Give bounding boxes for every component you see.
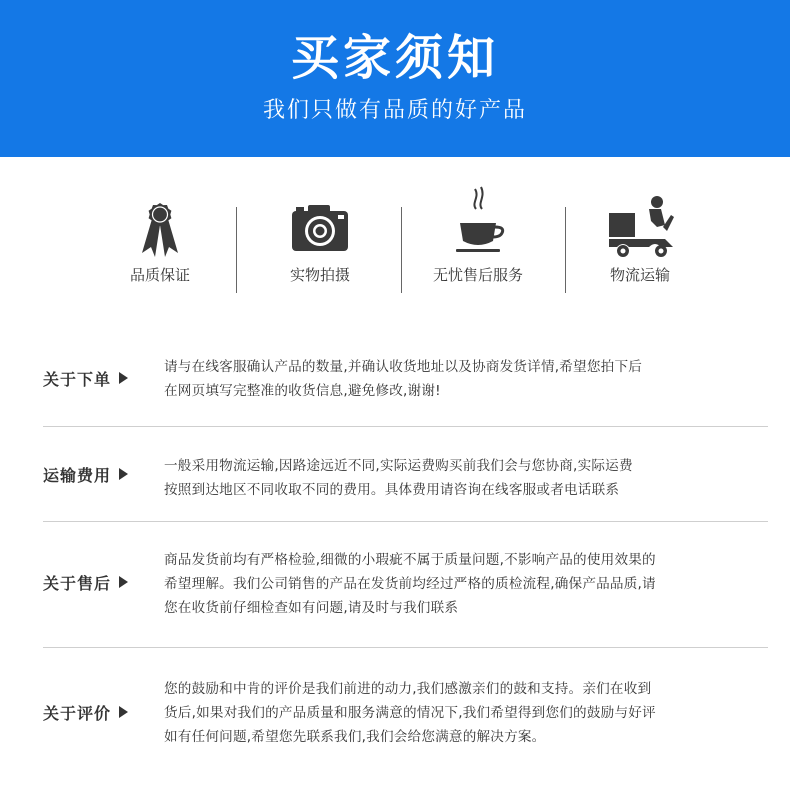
faq-answer: 商品发货前均有严格检验,细微的小瑕疵不属于质量问题,不影响产品的使用效果的 希望理解。我们公司销售的产品在发货前均经过严格的质检流程,确保产品品质,请 您在收货前仔细检查如有问题,请及时与我们联系 bbox=[164, 552, 656, 616]
faq-order bbox=[43, 355, 768, 405]
feature-label: 物流运输 bbox=[609, 266, 670, 284]
faq-question: 关于评价 bbox=[43, 702, 153, 726]
faq-shipping-fee bbox=[43, 454, 768, 504]
faq-question: 运输费用 bbox=[43, 464, 153, 488]
triangle-right-icon bbox=[119, 706, 128, 718]
faq-question: 关于下单 bbox=[43, 368, 153, 392]
feature-service bbox=[408, 175, 548, 305]
faq-divider bbox=[43, 521, 768, 522]
feature-quality bbox=[90, 175, 230, 305]
feature-photo bbox=[250, 175, 390, 305]
faq-divider bbox=[43, 647, 768, 648]
header-banner bbox=[0, 0, 790, 157]
faq-after-sales bbox=[43, 548, 768, 622]
feature-label: 品质保证 bbox=[129, 266, 190, 284]
feature-divider bbox=[565, 207, 566, 293]
feature-divider bbox=[236, 207, 237, 293]
faq-answer: 请与在线客服确认产品的数量,并确认收货地址以及协商发货详情,希望您拍下后 在网页填写完整准的收货信息,避免修改,谢谢! bbox=[164, 359, 643, 399]
faq-answer: 您的鼓励和中肯的评价是我们前进的动力,我们感激亲们的鼓和支持。亲们在收到 货后,如果对我们的产品质量和服务满意的情况下,我们希望得到您们的鼓励与好评 如有任何问题,希望您先联系我们,我们会给您满意的解决方案。 bbox=[164, 681, 656, 745]
feature-label: 无忧售后服务 bbox=[432, 266, 523, 284]
triangle-right-icon bbox=[119, 576, 128, 588]
feature-label: 实物拍摄 bbox=[289, 266, 350, 284]
faq-review bbox=[43, 677, 768, 751]
camera-icon bbox=[250, 175, 390, 265]
faq-question: 关于售后 bbox=[43, 572, 153, 596]
feature-divider bbox=[401, 207, 402, 293]
triangle-right-icon bbox=[119, 372, 128, 384]
faq-divider bbox=[43, 426, 768, 427]
feature-row bbox=[0, 175, 790, 305]
page-title: 买家须知 bbox=[290, 30, 499, 86]
feature-shipping bbox=[570, 175, 710, 305]
faq-answer: 一般采用物流运输,因路途远近不同,实际运费购买前我们会与您协商,实际运费 按照到达地区不同收取不同的费用。具体费用请咨询在线客服或者电话联系 bbox=[164, 458, 633, 498]
award-ribbon-icon bbox=[90, 175, 230, 265]
coffee-cup-icon bbox=[408, 175, 548, 265]
triangle-right-icon bbox=[119, 468, 128, 480]
page-subtitle: 我们只做有品质的好产品 bbox=[262, 98, 527, 123]
delivery-scooter-icon bbox=[570, 175, 710, 265]
